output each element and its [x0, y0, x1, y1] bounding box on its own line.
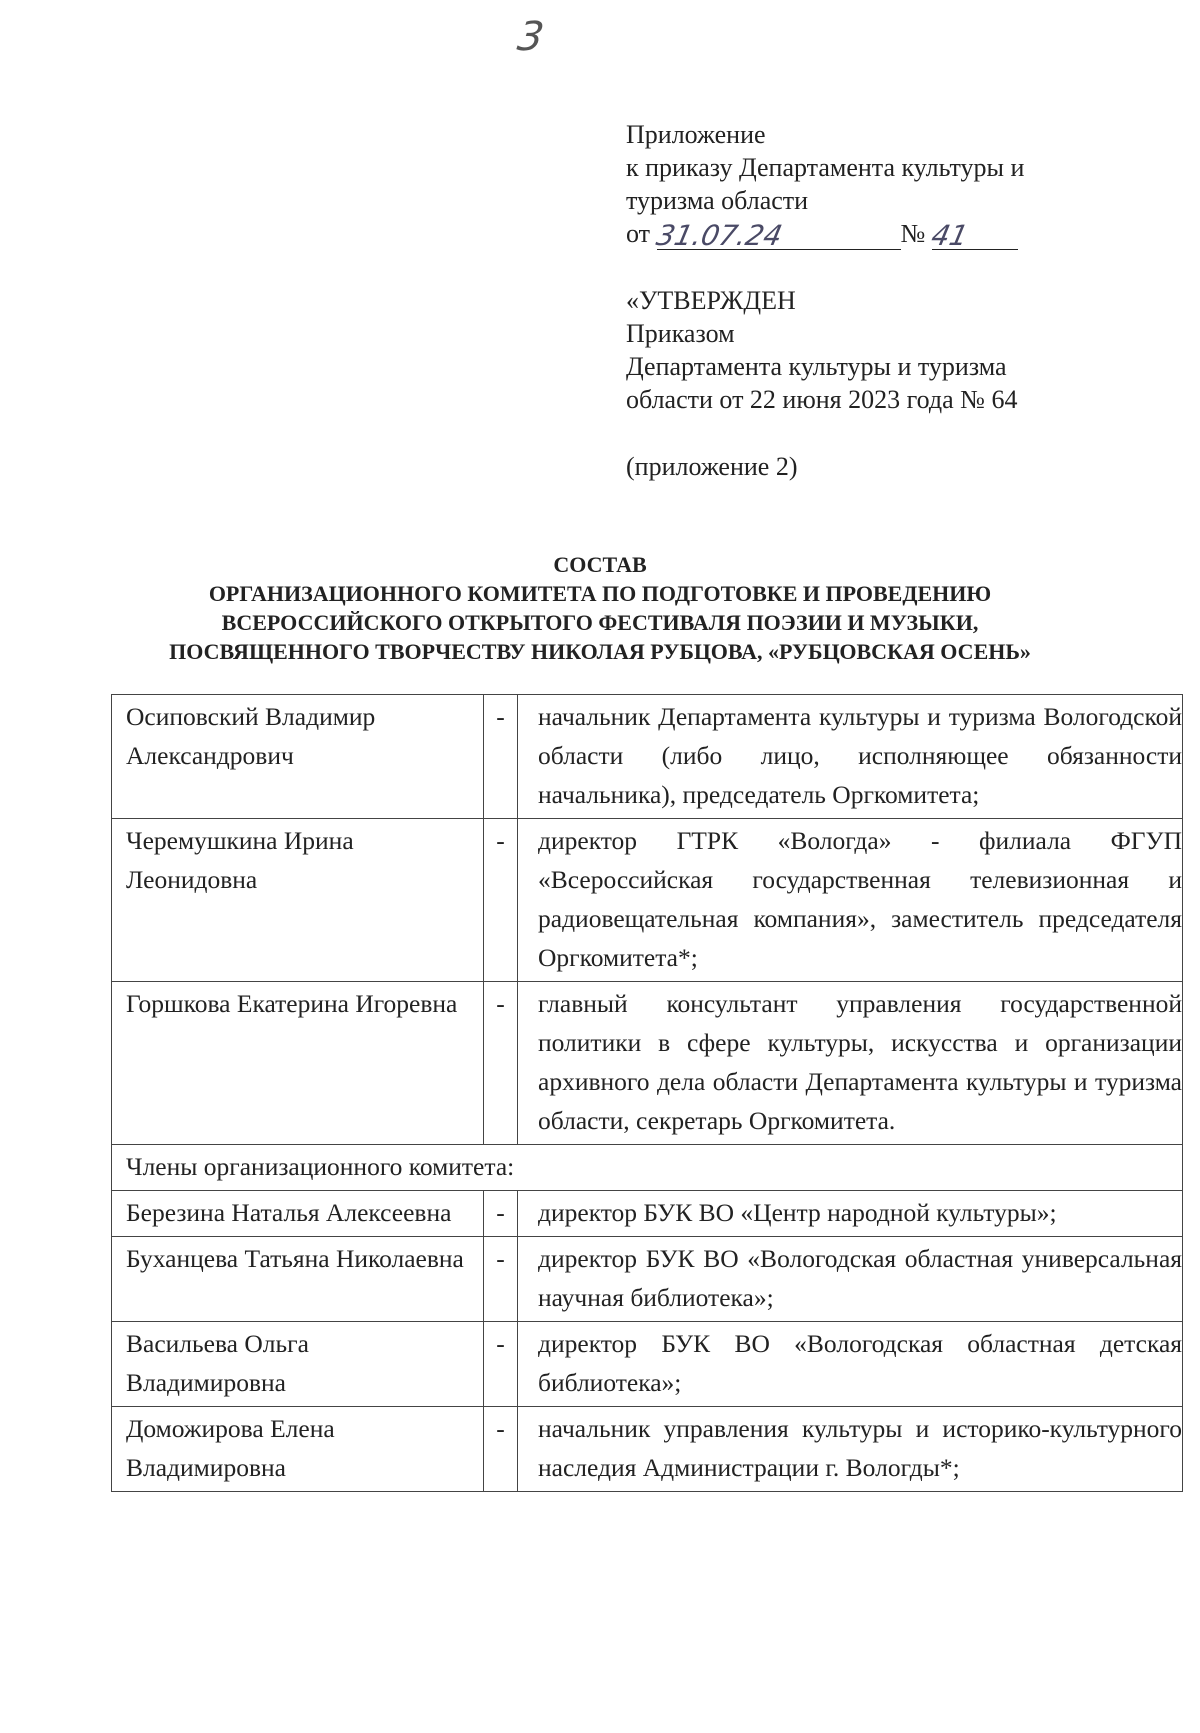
appendix-block — [626, 118, 1146, 250]
dash-cell: - — [484, 1191, 518, 1237]
dash-cell: - — [484, 1322, 518, 1407]
dash-cell: - — [484, 1407, 518, 1492]
appendix-date-line — [626, 217, 1146, 250]
annex-reference: (приложение 2) — [626, 452, 798, 481]
member-role: директор БУК ВО «Вологодская областная универсальная научная библиотека»; — [518, 1237, 1183, 1322]
table-row — [112, 1145, 1183, 1191]
member-name: Буханцева Татьяна Николаевна — [112, 1237, 484, 1322]
table-row — [112, 1322, 1183, 1407]
appendix-line: к приказу Департамента культуры и — [626, 153, 1025, 182]
approved-line: области от 22 июня 2023 года № 64 — [626, 385, 1018, 414]
members-section-header: Члены организационного комитета: — [112, 1145, 1183, 1191]
dash-cell: - — [484, 819, 518, 982]
handwritten-order-number: 41 — [928, 219, 971, 252]
handwritten-date: 31.07.24 — [653, 219, 785, 252]
member-role: начальник управления культуры и историко-культурного наследия Администрации г. Вологды*; — [518, 1407, 1183, 1492]
heading-line: ВСЕРОССИЙСКОГО ОТКРЫТОГО ФЕСТИВАЛЯ ПОЭЗИИ И МУЗЫКИ, — [221, 610, 979, 635]
appendix-line: Приложение — [626, 120, 766, 149]
table-row — [112, 1407, 1183, 1492]
table-row — [112, 1191, 1183, 1237]
member-role: главный консультант управления государственной политики в сфере культуры, искусства и организации архивного дела области Департамента культуры и туризма области, секретарь Оргкомитета. — [518, 982, 1183, 1145]
number-fill-line — [928, 219, 1018, 252]
dash-cell: - — [484, 695, 518, 819]
appendix-line: туризма области — [626, 186, 809, 215]
date-prefix: от — [626, 219, 651, 248]
handwritten-page-number: 3 — [514, 14, 547, 60]
table-row — [112, 982, 1183, 1145]
member-name: Черемушкина Ирина Леонидовна — [112, 819, 484, 982]
table-row — [112, 1237, 1183, 1322]
member-role: начальник Департамента культуры и туризма Вологодской области (либо лицо, исполняющее обязанности начальника), председатель Оргкомитета; — [518, 695, 1183, 819]
member-name: Горшкова Екатерина Игоревна — [112, 982, 484, 1145]
number-prefix: № — [900, 219, 926, 248]
member-role: директор БУК ВО «Вологодская областная детская библиотека»; — [518, 1322, 1183, 1407]
member-role: директор ГТРК «Вологда» - филиала ФГУП «Всероссийская государственная телевизионная и радиовещательная компания», заместитель председателя Оргкомитета*; — [518, 819, 1183, 982]
member-role: директор БУК ВО «Центр народной культуры»; — [518, 1191, 1183, 1237]
approved-line: Приказом — [626, 319, 735, 348]
approved-line: Департамента культуры и туризма — [626, 352, 1007, 381]
member-name: Доможирова Елена Владимировна — [112, 1407, 484, 1492]
table-row — [112, 819, 1183, 982]
dash-cell: - — [484, 982, 518, 1145]
approved-block — [626, 284, 1166, 416]
document-heading — [60, 550, 1140, 666]
dash-cell: - — [484, 1237, 518, 1322]
member-name: Осиповский Владимир Александрович — [112, 695, 484, 819]
approved-line: «УТВЕРЖДЕН — [626, 286, 796, 315]
date-fill-line — [653, 219, 901, 252]
committee-table — [111, 694, 1183, 1492]
heading-line: ПОСВЯЩЕННОГО ТВОРЧЕСТВУ НИКОЛАЯ РУБЦОВА, «РУБЦОВСКАЯ ОСЕНЬ» — [169, 639, 1031, 664]
member-name: Березина Наталья Алексеевна — [112, 1191, 484, 1237]
table-row — [112, 695, 1183, 819]
heading-line: СОСТАВ — [553, 552, 647, 577]
member-name: Васильева Ольга Владимировна — [112, 1322, 484, 1407]
heading-line: ОРГАНИЗАЦИОННОГО КОМИТЕТА ПО ПОДГОТОВКЕ И ПРОВЕДЕНИЮ — [208, 581, 992, 606]
